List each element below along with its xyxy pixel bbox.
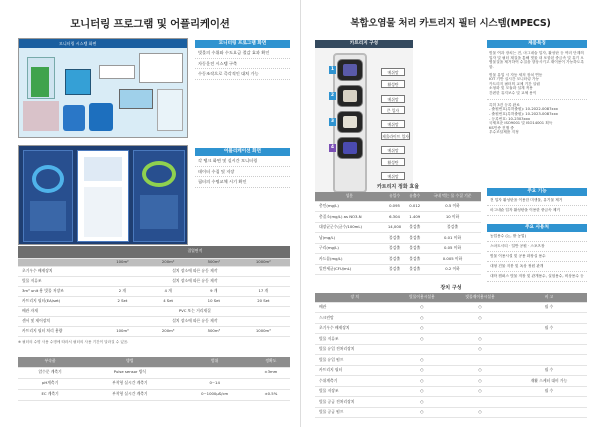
patent-item: 우수조달제품 지정 (489, 130, 519, 135)
perf-cell: 불검출 (384, 233, 406, 244)
comp-cell (511, 344, 587, 355)
perf-cell: 총인(mg/L) (315, 201, 384, 212)
spec-merged-cell: PVC 또는 거리재질 (100, 306, 290, 316)
filter-stack (330, 59, 363, 163)
comp-col: 장 치 (315, 293, 395, 302)
table-row (18, 286, 290, 296)
perf-cell: 10 이하 (424, 212, 481, 223)
table-row (18, 389, 290, 400)
comp-cell: ○ (449, 386, 511, 397)
layer-tag: 메쉬망 (381, 95, 405, 103)
layer-tag: 활성탄 (381, 80, 405, 88)
comp-cell: ○ (395, 302, 450, 313)
spec-cell: 17 개 (237, 286, 290, 296)
comp-cell: 빗물 공급 전처리장치 (315, 397, 395, 408)
filter-layer-2 (330, 85, 363, 107)
carbon-icon (343, 142, 357, 154)
particle-icon (343, 90, 357, 102)
table-row (315, 302, 587, 313)
table-row (18, 266, 290, 276)
app-list-2 (140, 195, 178, 229)
table-row (18, 306, 290, 316)
perf-col: 유입수 (384, 192, 406, 201)
table-row (315, 254, 481, 265)
feature-bullet: IOT 기반 실시간 모니터링 가능 (489, 77, 540, 82)
comp-cell: ○ (449, 313, 511, 324)
comp-cell: ○ (449, 376, 511, 387)
sensor-cell: pH계측기 (18, 378, 82, 389)
perf-cell: 불검출 (405, 233, 424, 244)
sensor-cell: 압수문 계측기 (18, 367, 82, 378)
app-panel (195, 148, 290, 188)
comp-col: 빗물재이용시설용 (449, 293, 511, 302)
right-title: 복합오염물 처리 카트리지 필터 시스템(MPECS) (350, 18, 551, 29)
comp-col: 비 고 (511, 293, 587, 302)
use-area-item: 대형 건물 지붕 및 옥상 정원 관개 (487, 262, 587, 272)
perf-cell: 카드뮴(mg/L) (315, 254, 384, 265)
table-row (18, 367, 290, 378)
table-row (315, 323, 587, 334)
tank-blue-3 (89, 103, 113, 131)
comp-cell: 배관 (315, 302, 395, 313)
spec-row-label: 카트리지 필터 처리 용량 (18, 326, 100, 336)
perf-cell: 불검출 (405, 254, 424, 265)
comp-cell: 필 수 (511, 302, 587, 313)
spec-cell: 100m³ (100, 326, 146, 336)
app-item: 데이터 수집 및 저장 (195, 167, 290, 178)
comp-cell: ○ (449, 302, 511, 313)
use-area-item: 스마트시티 · 일반 공원 · 스포츠장 (487, 242, 587, 252)
spec-col: 100m² (100, 258, 146, 266)
comp-cell: 필 수 (511, 323, 587, 334)
feature-bullet: 빗물 유입 시 자동 세척 장치 연동 (489, 72, 543, 77)
sensor-cell: ±3mm (252, 367, 290, 378)
perf-cell: 불검출 (384, 254, 406, 265)
feature-bullet: 카트리지 필터의 교체 기간 알림 (489, 81, 540, 86)
sensor-table (18, 357, 290, 401)
comp-cell: ○ (395, 334, 450, 345)
use-area-item: 빗물 이용시설 및 공용 화장실 용수 (487, 252, 587, 262)
app-table (84, 187, 122, 237)
app-list (30, 201, 66, 231)
spec-corner-2 (18, 258, 100, 266)
layer-tag: 메쉬망 (381, 68, 405, 76)
table-row (315, 344, 587, 355)
feature-panel (487, 40, 587, 135)
perf-cell: 대장균군수(균수/100mL) (315, 222, 384, 233)
sensor-cell: Pulse sensor 방식 (82, 367, 177, 378)
layer-number: 2 (330, 93, 335, 98)
comp-cell: ○ (395, 397, 450, 408)
table-row (315, 264, 481, 275)
layer-number: 3 (330, 119, 335, 124)
layer-number: 4 (330, 145, 335, 150)
patent-item: 특허 3건 등록 완료 (489, 102, 520, 107)
perf-cell: 불검출 (405, 243, 424, 254)
spec-row-label: 초기우수 배제장치 (18, 266, 100, 276)
use-area-item: 농업용수 (논, 밭 농업) (487, 232, 587, 242)
status-panel (139, 53, 183, 83)
comp-cell: ○ (449, 344, 511, 355)
main-function-header: 주요 기능 (487, 188, 587, 196)
perf-cell: 불검출 (384, 243, 406, 254)
left-title: 모니터링 프로그램 및 어플리케이션 (70, 18, 230, 30)
use-area-header: 주요 사용처 (487, 224, 587, 232)
comp-cell (511, 407, 587, 418)
spec-cell: 20 Set (237, 296, 290, 306)
patent-list (487, 99, 587, 135)
spec-row-label: 3m³ unit 용 빗물 저장조 (18, 286, 100, 296)
sensor-cell: 부착형 실시간 계측기 (82, 378, 177, 389)
app-screenshot (18, 145, 188, 245)
sensor-cell: 0~14 (178, 378, 252, 389)
comp-cell: 스크린망 (315, 313, 395, 324)
app-chart (84, 157, 122, 181)
composition-section (315, 285, 587, 418)
comp-cell: ○ (395, 323, 450, 334)
sensor-cell (178, 367, 252, 378)
feature-bullet: 소형화 및 모듈화 설계 적용 (489, 86, 533, 91)
perf-cell: 14,000 (384, 222, 406, 233)
tank-blue-1 (65, 69, 91, 95)
tank-green (31, 67, 49, 97)
spec-cell: 4 개 (145, 286, 191, 296)
table-row (315, 407, 587, 418)
sensor-cell: EC 계측기 (18, 389, 82, 400)
monitoring-item: 자동운전 시스템 구축 (195, 59, 290, 70)
patent-item: - 출원번호(특허출원): 10-2023-0087xxx (489, 111, 558, 116)
spec-row-label: 빗물 저류조 (18, 276, 100, 286)
sensor-cell (252, 378, 290, 389)
right-page (300, 0, 600, 427)
table-row (315, 313, 587, 324)
spec-merged-cell: 설치 장소에 따른 유동 제작 (100, 266, 290, 276)
gauge-ring-2 (142, 161, 176, 187)
perf-col: 성분 (315, 192, 384, 201)
table-row (315, 334, 587, 345)
main-function-item: 전 입자 활성탄을 이용한 미생물, 유기물 제거 (487, 196, 587, 206)
spec-cell: 1000m³ (237, 326, 290, 336)
table-row (315, 397, 587, 408)
use-area-panel (487, 224, 587, 282)
comp-cell (449, 355, 511, 366)
sensor-cell: 0~1000μS/cm (178, 389, 252, 400)
table-row (18, 326, 290, 336)
layer-tag: 메쉬망 (381, 172, 405, 180)
sensor-cell: 부착형 실시간 계측기 (82, 389, 177, 400)
comp-cell (449, 397, 511, 408)
spec-cell: 200m³ (145, 326, 191, 336)
perf-cell: 불검출 (384, 264, 406, 275)
monitoring-item: 빗물의 수위와 수도요금 절감 효과 확인 (195, 48, 290, 59)
patent-item: - 등록번호: 10-2303xxx (489, 116, 531, 121)
comp-cell (511, 397, 587, 408)
comp-cell: ○ (395, 355, 450, 366)
spec-cell: 2 개 (100, 286, 146, 296)
cartridge-diagram (323, 53, 379, 193)
app-screen-1 (23, 150, 73, 242)
gauge-ring (32, 165, 64, 193)
spec-table (18, 246, 290, 344)
perf-cell: 0.2 이하 (424, 264, 481, 275)
layer-tag: 제올라이트 입자 (382, 134, 409, 139)
perf-cell: 0.012 (405, 201, 424, 212)
spec-cell: 9 개 (191, 286, 237, 296)
patent-item: KS인증 진행 중 (489, 125, 514, 130)
spec-merged-cell: 설치 장소에 따른 유동 제작 (100, 316, 290, 326)
perf-cell: 0.05 이하 (424, 243, 481, 254)
use-area-item: 대학 캠퍼스 빗물 저장 및 관개용수, 실험용수, 비상용수 등 (487, 272, 587, 282)
comp-cell: 필 수 (511, 365, 587, 376)
comp-cell: ○ (395, 386, 450, 397)
feature-bullet: 간편한 유지보수 및 교체 용이 (489, 91, 537, 95)
sensor-col: 정확도 (252, 357, 290, 367)
comp-cell: 빗물 저장조 (315, 386, 395, 397)
comp-cell: ○ (395, 376, 450, 387)
table-row (315, 222, 481, 233)
table-row (315, 201, 481, 212)
layer-tag: 큰 입자 (381, 106, 405, 114)
app-item: 각 탱크 화면 및 실시간 모니터링 (195, 156, 290, 167)
monitoring-screen-title: 모니터링 시스템 화면 (19, 39, 187, 48)
spec-col: 200m² (145, 258, 191, 266)
table-row (18, 276, 290, 286)
comp-cell (449, 323, 511, 334)
performance-title: 카트리지 정화 효율 (376, 184, 420, 190)
patent-item: 국제표준 ISO9001 및 ISO14001 획득 (489, 121, 553, 126)
comp-cell: 빗물 유입 전처리장치 (315, 344, 395, 355)
comp-cell: 빗물 저류조 (315, 334, 395, 345)
app-screen-3 (133, 150, 185, 242)
layer-tag: 메쉬망 (381, 120, 405, 128)
composition-body (315, 302, 587, 418)
main-function-panel (487, 188, 587, 216)
table-row (315, 386, 587, 397)
perf-cell: 총질소(mg/L) as NO3-N (315, 212, 384, 223)
table-row (315, 376, 587, 387)
comp-cell: 필 수 (511, 386, 587, 397)
app-item: 필터의 수명교체 시기 확인 (195, 177, 290, 188)
spec-col: 500m² (191, 258, 237, 266)
monitoring-screenshot (18, 38, 188, 138)
spec-merged-cell: 설치 장소에 따른 유동 제작 (100, 276, 290, 286)
spec-cell: 2 Set (100, 296, 146, 306)
spec-cell: 10 Set (191, 296, 237, 306)
spec-row-label: 센서 및 제어장치 (18, 316, 100, 326)
perf-cell: 불검출 (405, 264, 424, 275)
perf-cell: 0.095 (384, 201, 406, 212)
perf-cell: 0.005 이하 (424, 254, 481, 265)
gauge-area (157, 89, 183, 131)
app-screen-2 (77, 150, 129, 242)
feature-text: 빗물 여과 장치는 전, 마그네슘 입자, 활성탄 등 여러 단계의 입자 및 필터 재질을 통해 빗물 내 포함된 중금속 및 유기 오염물질을 제거하여 수질을 향상시키고 재이용이 가능하도록 함. (489, 51, 584, 69)
comp-cell: ○ (395, 365, 450, 376)
patent-item: - 출원번호(특허출원): 10-2022-0087xxx (489, 107, 558, 112)
spec-cell: 4 Set (145, 296, 191, 306)
monitoring-panel (195, 40, 290, 80)
perf-cell: 구리(mg/L) (315, 243, 384, 254)
perf-cell: 6.304 (384, 212, 406, 223)
perf-cell: 불검출 (405, 222, 424, 233)
table-row (18, 296, 290, 306)
spec-corner (18, 246, 100, 258)
table-row (315, 355, 587, 366)
comp-cell: ○ (449, 407, 511, 418)
feature-bullets (487, 73, 587, 96)
comp-cell (511, 334, 587, 345)
comp-cell: 빗물 공급 펌프 (315, 407, 395, 418)
spec-cell: 500m³ (191, 326, 237, 336)
spec-note: ※ 필터의 수명 사용 수명에 따라서 필터의 사용 기간이 달라질 수 있음. (18, 339, 129, 344)
table-row (315, 365, 587, 376)
spec-row-label: 배관 자재 (18, 306, 100, 316)
table-row (18, 378, 290, 389)
comp-cell: ○ (449, 334, 511, 345)
cartridge-header: 카트리지 구성 (315, 40, 413, 48)
layer-tag: 활성탄 (381, 158, 405, 166)
layer-tag: 메쉬망 (381, 146, 405, 154)
comp-cell: 빗물 유입 펌프 (315, 355, 395, 366)
alarm-area (23, 101, 59, 131)
comp-cell: 재활 스케터 대비 가능 (511, 376, 587, 387)
app-panel-header: 어플리케이션 화면 (195, 148, 290, 156)
perf-cell: 납(mg/L) (315, 233, 384, 244)
filter-layer-1 (330, 59, 363, 81)
comp-cell: ○ (395, 407, 450, 418)
perf-cell: 0.01 이하 (424, 233, 481, 244)
tank-blue-2 (63, 105, 85, 131)
sensor-cell: ±0.5% (252, 389, 290, 400)
filter-layer-3 (330, 111, 363, 133)
table-row (315, 233, 481, 244)
pipe-area (119, 89, 153, 109)
comp-cell: ○ (449, 365, 511, 376)
comp-cell: 수위계측기 (315, 376, 395, 387)
comp-cell: 초기우수 배제장치 (315, 323, 395, 334)
perf-col: 국내 먹는 물 수질 기준 (424, 192, 481, 201)
comp-col: 빗물이용시설용 (395, 293, 450, 302)
perf-cell: 1.409 (405, 212, 424, 223)
comp-cell: 카트리지 필터 (315, 365, 395, 376)
comp-cell: ○ (395, 313, 450, 324)
perf-cell: 0.5 이하 (424, 201, 481, 212)
sensor-col: 부속품 (18, 357, 82, 367)
perf-cell: 불검출 (424, 222, 481, 233)
cartridge-panel (315, 40, 413, 195)
comp-cell (511, 313, 587, 324)
perf-cell: 일반세균(CFU/mL) (315, 264, 384, 275)
performance-section (315, 184, 481, 275)
monitoring-item: 수동조작으로 즉각적인 대처 가능 (195, 69, 290, 80)
feature-header: 제품특징 (487, 40, 587, 48)
table-row (18, 316, 290, 326)
comp-cell (395, 344, 450, 355)
perf-col: 유출수 (405, 192, 424, 201)
layer-number: 1 (330, 67, 335, 72)
spec-row-label: 카트리지 필터(EA/set) (18, 296, 100, 306)
filter-layer-4 (330, 137, 363, 159)
activated-carbon-icon (343, 64, 357, 76)
monitoring-panel-header: 모니터링 프로그램 화면 (195, 40, 290, 48)
sensor-col: 방법 (82, 357, 177, 367)
zeolite-icon (343, 116, 357, 128)
sensor-col: 범위 (178, 357, 252, 367)
table-row (315, 243, 481, 254)
main-function-item: 마그네슘 입자 활성탄을 이용한 중금속 제거 (487, 206, 587, 216)
table-row (315, 212, 481, 223)
spec-col: 1000m² (237, 258, 290, 266)
control-panel (99, 65, 135, 79)
comp-cell (511, 355, 587, 366)
composition-title: 장치 구성 (440, 285, 462, 291)
spec-group-header: 집열면적 (100, 246, 290, 258)
